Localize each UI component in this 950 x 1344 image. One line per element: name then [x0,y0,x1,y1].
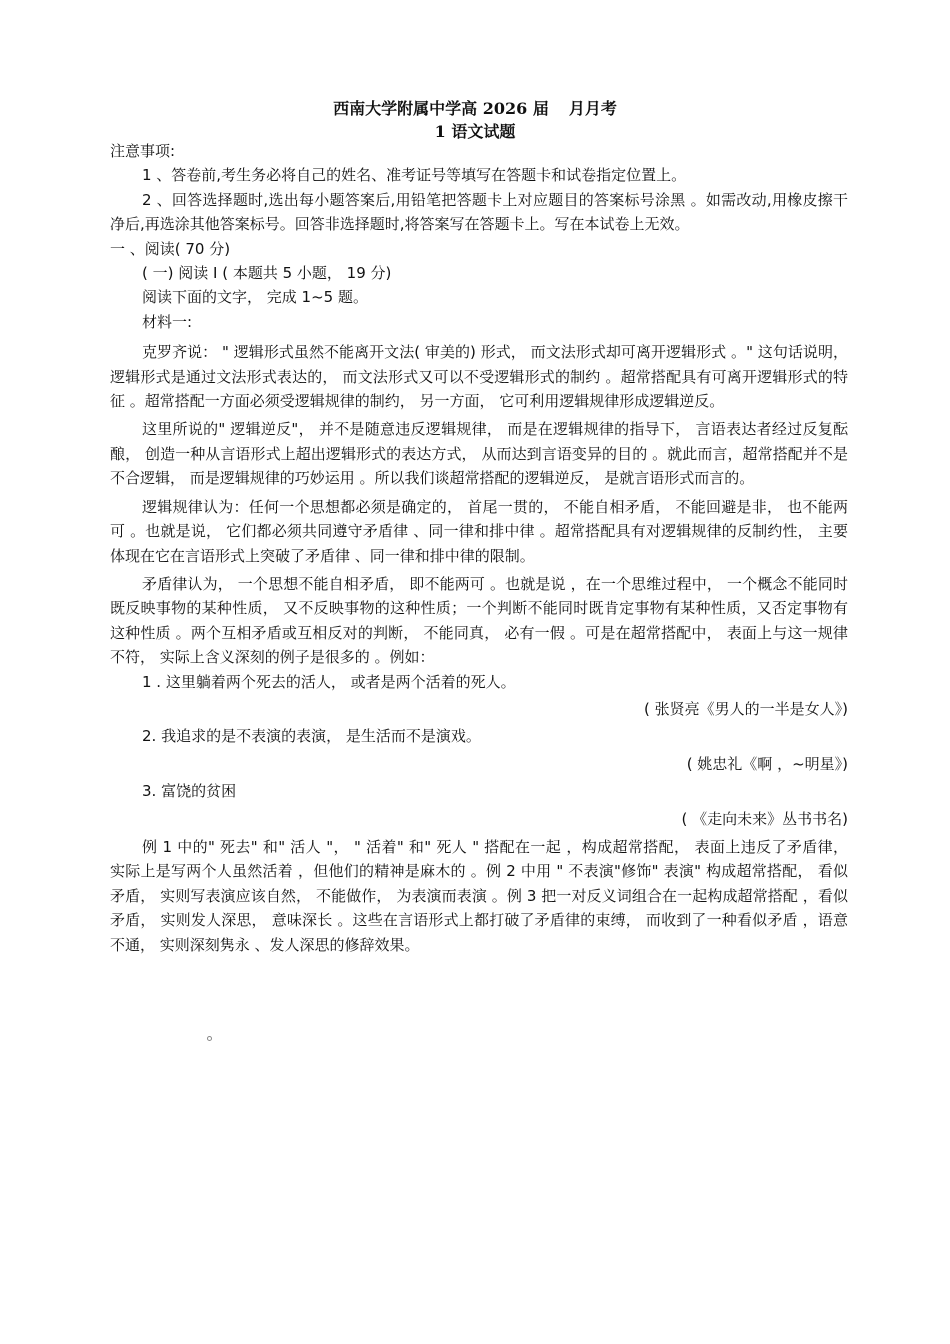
passage-paragraph-5: 例 1 中的" 死去" 和" 活人 "， " 活着" 和" 死人 " 搭配在一起 ，构成超常搭配， 表面上违反了矛盾律， 实际上是写两个人虽然活着 ，但他们的精神是麻木的 。例 2 中用 " 不表演"修饰" 表演" 构成超常搭配， 看似矛盾， 实则写表演应该自然， 不能做作， 为表演而表演 。例 3 把一对反义词组合在一起构成超常搭配 ，看似矛盾， 实则发人深思， 意味深长 。这些在言语形式上都打破了矛盾律的束缚， 而收到了一种看似矛盾 ，语意不通， 实则深刻隽永 、发人深思的修辞效果。 [110,837,848,954]
reading-instruction: 阅读下面的文字， 完成 1~5 题。 [142,288,368,307]
material-label: 材料一: [142,312,193,331]
stray-mark [207,1036,212,1041]
example-1: 1 . 这里躺着两个死去的活人， 或者是两个活着的死人。 [142,672,516,691]
passage-paragraph-1: 克罗齐说： " 逻辑形式虽然不能离开文法( 审美的) 形式， 而文法形式却可离开逻辑形式 。" 这句话说明， 逻辑形式是通过文法形式表达的， 而文法形式又可以不受逻辑形式的制约 。超常搭配具有可离开逻辑形式的特征 。超常搭配一方面必须受逻辑规律的制约， 另一方面， 它可利用逻辑规律形成逻辑逆反。 [110,343,848,411]
example-3: 3. 富饶的贫困 [142,782,237,801]
example-2-source: ( 姚忠礼《啊 ，~明星》) [686,754,848,773]
notice-item-2: 2 、回答选择题时,选出每小题答案后,用铅笔把答题卡上对应题目的答案标号涂黑 。如需改动,用橡皮擦干净后,再选涂其他答案标号。回答非选择题时,将答案写在答题卡上。写在本试卷上无效。 [110,190,848,234]
section-heading: 一 、阅读( 70 分) [110,239,231,258]
exam-subtitle: 1 语文试题 [434,122,516,141]
exam-content [110,139,848,957]
passage-paragraph-4: 矛盾律认为， 一个思想不能自相矛盾， 即不能两可 。也就是说 ，在一个思维过程中， 一个概念不能同时既反映事物的某种性质， 又不反映事物的这种性质；一个判断不能同时既肯定事物有某种性质，又否定事物有这种性质 。两个互相矛盾或互相反对的判断， 不能同真， 必有一假 。可是在超常搭配中， 表面上与这一规律不符， 实际上含义深刻的例子是很多的 。例如： [110,574,848,667]
notice-item-1: 1 、答卷前,考生务必将自己的姓名、准考证号等填写在答题卡和试卷指定位置上。 [142,166,687,185]
example-1-source: ( 张贤亮《男人的一半是女人》) [644,699,848,718]
exam-title-exam: 月月考 [568,99,617,118]
notice-label: 注意事项: [110,142,176,160]
passage-paragraph-3: 逻辑规律认为：任何一个思想都必须是确定的， 首尾一贯的， 不能自相矛盾， 不能回避是非， 也不能两可 。也就是说， 它们都必须共同遵守矛盾律 、同一律和排中律 。超常搭配具有对逻辑规律的反制约性， 主要体现在它在言语形式上突破了矛盾律 、同一律和排中律的限制。 [110,497,848,565]
sub-section-heading: ( 一) 阅读 Ⅰ ( 本题共 5 小题， 19 分) [142,264,392,283]
example-2: 2. 我追求的是不表演的表演， 是生活而不是演戏。 [142,727,481,746]
exam-title-school: 西南大学附属中学高 2026 届 [333,99,549,118]
exam-title [0,98,950,120]
example-3-source: ( 《走向未来》丛书书名) [681,809,848,828]
passage-paragraph-2: 这里所说的" 逻辑逆反"， 并不是随意违反逻辑规律， 而是在逻辑规律的指导下， 言语表达者经过反复酝酿， 创造一种从言语形式上超出逻辑形式的表达方式， 从而达到言语变异的目的 。就此而言，超常搭配并不是不合逻辑， 而是逻辑规律的巧妙运用 。所以我们谈超常搭配的逻辑逆反， 是就言语形式而言的。 [110,420,848,488]
